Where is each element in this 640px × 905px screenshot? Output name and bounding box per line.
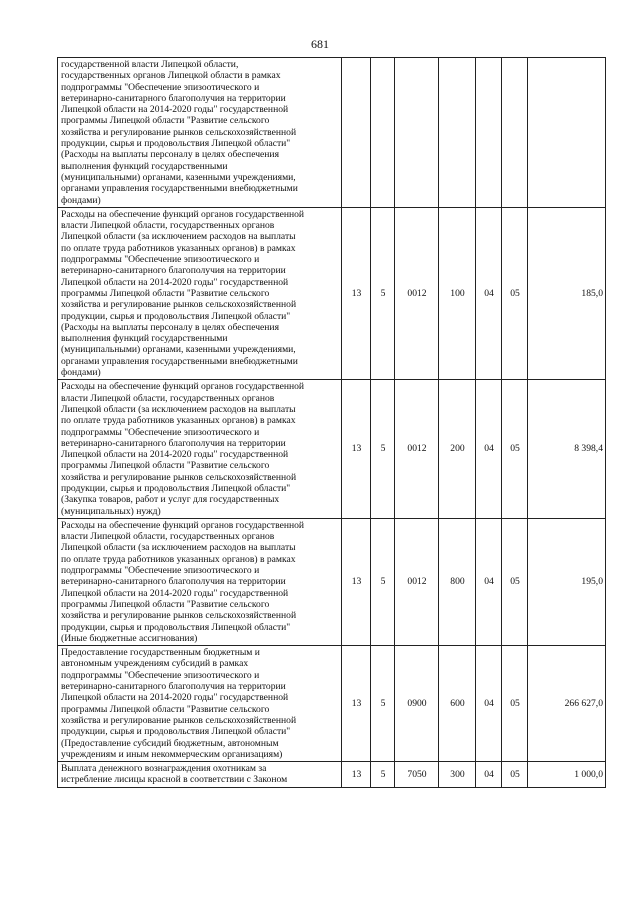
- column-5-cell: 04: [476, 380, 502, 519]
- description-line: учреждениям и иным некоммерческим организациям): [61, 748, 283, 760]
- column-1-cell: [342, 58, 371, 208]
- table-row: [58, 518, 606, 645]
- description-line: программы Липецкой области "Развитие сельского: [61, 287, 270, 299]
- column-3-cell: [395, 58, 439, 208]
- description-line: Расходы на обеспечение функций органов государственной: [61, 519, 305, 531]
- page-number: 681: [311, 37, 329, 51]
- column-2-cell: 5: [371, 380, 395, 519]
- description-line: хозяйства и регулирование рынков сельскохозяйственной: [61, 610, 297, 622]
- description-line: истребление лисицы красной в соответствии с Законом: [61, 774, 288, 786]
- column-3-cell: 0012: [395, 380, 439, 519]
- description-line: продукции, сырья и продовольствия Липецкой области": [61, 310, 291, 322]
- budget-table-body: [58, 58, 606, 788]
- description-line: Липецкой области на 2014-2020 годы" государственной: [61, 104, 289, 116]
- description-line: подпрограммы "Обеспечение эпизоотического и: [61, 254, 260, 266]
- column-2-cell: [371, 58, 395, 208]
- description-line: власти Липецкой области, государственных органов: [61, 392, 275, 404]
- column-3-cell: 0012: [395, 518, 439, 645]
- description-line: власти Липецкой области, государственных органов: [61, 531, 275, 543]
- column-4-cell: 100: [439, 207, 476, 379]
- description-line: фондами): [61, 367, 101, 379]
- description-line: Липецкой области (за исключением расходов на выплаты: [61, 542, 296, 554]
- table-row: [58, 646, 606, 762]
- description-line: подпрограммы "Обеспечение эпизоотического и: [61, 426, 260, 438]
- description-cell: [58, 646, 342, 762]
- amount-cell: 266 627,0: [528, 646, 606, 762]
- description-line: ветеринарно-санитарного благополучия на территории: [61, 681, 286, 693]
- amount-cell: [528, 58, 606, 208]
- amount-cell: 1 000,0: [528, 762, 606, 788]
- description-line: выполнения функций государственными: [61, 333, 228, 345]
- column-5-cell: 04: [476, 518, 502, 645]
- description-line: программы Липецкой области "Развитие сельского: [61, 598, 270, 610]
- description-line: Липецкой области (за исключением расходов на выплаты: [61, 231, 296, 243]
- description-line: органами управления государственными внебюджетными: [61, 183, 298, 195]
- description-line: (Предоставление субсидий бюджетным, автономным: [61, 737, 279, 749]
- description-line: программы Липецкой области "Развитие сельского: [61, 703, 270, 715]
- description-line: (Иные бюджетные ассигнования): [61, 632, 198, 644]
- amount-cell: 185,0: [528, 207, 606, 379]
- description-line: продукции, сырья и продовольствия Липецкой области": [61, 621, 291, 633]
- column-6-cell: 05: [502, 380, 528, 519]
- description-cell: [58, 380, 342, 519]
- description-line: хозяйства и регулирование рынков сельскохозяйственной: [61, 299, 297, 311]
- description-line: Выплата денежного вознаграждения охотникам за: [61, 763, 267, 775]
- description-line: фондами): [61, 194, 101, 206]
- column-4-cell: 600: [439, 646, 476, 762]
- description-line: Липецкой области на 2014-2020 годы" государственной: [61, 692, 289, 704]
- column-4-cell: [439, 58, 476, 208]
- column-5-cell: 04: [476, 207, 502, 379]
- column-5-cell: 04: [476, 646, 502, 762]
- description-line: хозяйства и регулирование рынков сельскохозяйственной: [61, 714, 297, 726]
- description-line: государственных органов Липецкой области в рамках: [61, 70, 281, 82]
- column-1-cell: 13: [342, 380, 371, 519]
- amount-cell: 8 398,4: [528, 380, 606, 519]
- column-4-cell: 300: [439, 762, 476, 788]
- description-line: Расходы на обеспечение функций органов государственной: [61, 208, 305, 220]
- column-6-cell: 05: [502, 518, 528, 645]
- column-3-cell: 0012: [395, 207, 439, 379]
- description-line: (Закупка товаров, работ и услуг для государственных: [61, 494, 280, 506]
- description-line: государственной власти Липецкой области,: [61, 59, 239, 70]
- column-6-cell: 05: [502, 646, 528, 762]
- description-line: ветеринарно-санитарного благополучия на территории: [61, 437, 286, 449]
- description-line: подпрограммы "Обеспечение эпизоотического и: [61, 669, 260, 681]
- description-line: Расходы на обеспечение функций органов государственной: [61, 381, 305, 393]
- description-line: подпрограммы "Обеспечение эпизоотического и: [61, 565, 260, 577]
- column-1-cell: 13: [342, 762, 371, 788]
- description-line: ветеринарно-санитарного благополучия на территории: [61, 92, 286, 104]
- description-line: (муниципальными) органами, казенными учреждениями,: [61, 171, 296, 183]
- description-line: власти Липецкой области, государственных органов: [61, 220, 275, 232]
- description-line: (муниципальных) нужд): [61, 505, 161, 517]
- description-line: программы Липецкой области "Развитие сельского: [61, 115, 270, 127]
- column-6-cell: 05: [502, 762, 528, 788]
- column-6-cell: 05: [502, 207, 528, 379]
- description-line: хозяйства и регулирование рынков сельскохозяйственной: [61, 126, 297, 138]
- column-4-cell: 800: [439, 518, 476, 645]
- description-line: ветеринарно-санитарного благополучия на территории: [61, 576, 286, 588]
- description-line: продукции, сырья и продовольствия Липецкой области": [61, 482, 291, 494]
- description-line: продукции, сырья и продовольствия Липецкой области": [61, 726, 291, 738]
- description-line: органами управления государственными внебюджетными: [61, 355, 298, 367]
- description-line: (муниципальными) органами, казенными учреждениями,: [61, 344, 296, 356]
- column-1-cell: 13: [342, 207, 371, 379]
- description-line: Липецкой области на 2014-2020 годы" государственной: [61, 449, 289, 461]
- description-line: ветеринарно-санитарного благополучия на территории: [61, 265, 286, 277]
- column-2-cell: 5: [371, 646, 395, 762]
- column-2-cell: 5: [371, 762, 395, 788]
- budget-table: [57, 57, 606, 788]
- description-line: подпрограммы "Обеспечение эпизоотического и: [61, 81, 260, 93]
- column-5-cell: [476, 58, 502, 208]
- description-line: Липецкой области на 2014-2020 годы" государственной: [61, 276, 289, 288]
- description-line: автономным учреждениям субсидий в рамках: [61, 658, 249, 670]
- column-1-cell: 13: [342, 646, 371, 762]
- column-2-cell: 5: [371, 518, 395, 645]
- description-line: Липецкой области на 2014-2020 годы" государственной: [61, 587, 289, 599]
- column-2-cell: 5: [371, 207, 395, 379]
- description-line: хозяйства и регулирование рынков сельскохозяйственной: [61, 471, 297, 483]
- column-4-cell: 200: [439, 380, 476, 519]
- description-line: по оплате труда работников указанных органов) в рамках: [61, 242, 296, 254]
- description-line: программы Липецкой области "Развитие сельского: [61, 460, 270, 472]
- description-cell: [58, 518, 342, 645]
- description-cell: [58, 58, 342, 208]
- column-5-cell: 04: [476, 762, 502, 788]
- table-row: [58, 762, 606, 788]
- description-line: по оплате труда работников указанных органов) в рамках: [61, 553, 296, 565]
- amount-cell: 195,0: [528, 518, 606, 645]
- description-line: (Расходы на выплаты персоналу в целях обеспечения: [61, 149, 279, 161]
- table-row: [58, 58, 606, 208]
- description-cell: [58, 762, 342, 788]
- column-3-cell: 7050: [395, 762, 439, 788]
- description-line: выполнения функций государственными: [61, 160, 228, 172]
- table-row: [58, 207, 606, 379]
- description-line: Липецкой области (за исключением расходов на выплаты: [61, 403, 296, 415]
- description-cell: [58, 207, 342, 379]
- table-row: [58, 380, 606, 519]
- column-6-cell: [502, 58, 528, 208]
- column-1-cell: 13: [342, 518, 371, 645]
- column-3-cell: 0900: [395, 646, 439, 762]
- description-line: продукции, сырья и продовольствия Липецкой области": [61, 138, 291, 150]
- description-line: по оплате труда работников указанных органов) в рамках: [61, 415, 296, 427]
- description-line: (Расходы на выплаты персоналу в целях обеспечения: [61, 321, 279, 333]
- description-line: Предоставление государственным бюджетным и: [61, 647, 260, 659]
